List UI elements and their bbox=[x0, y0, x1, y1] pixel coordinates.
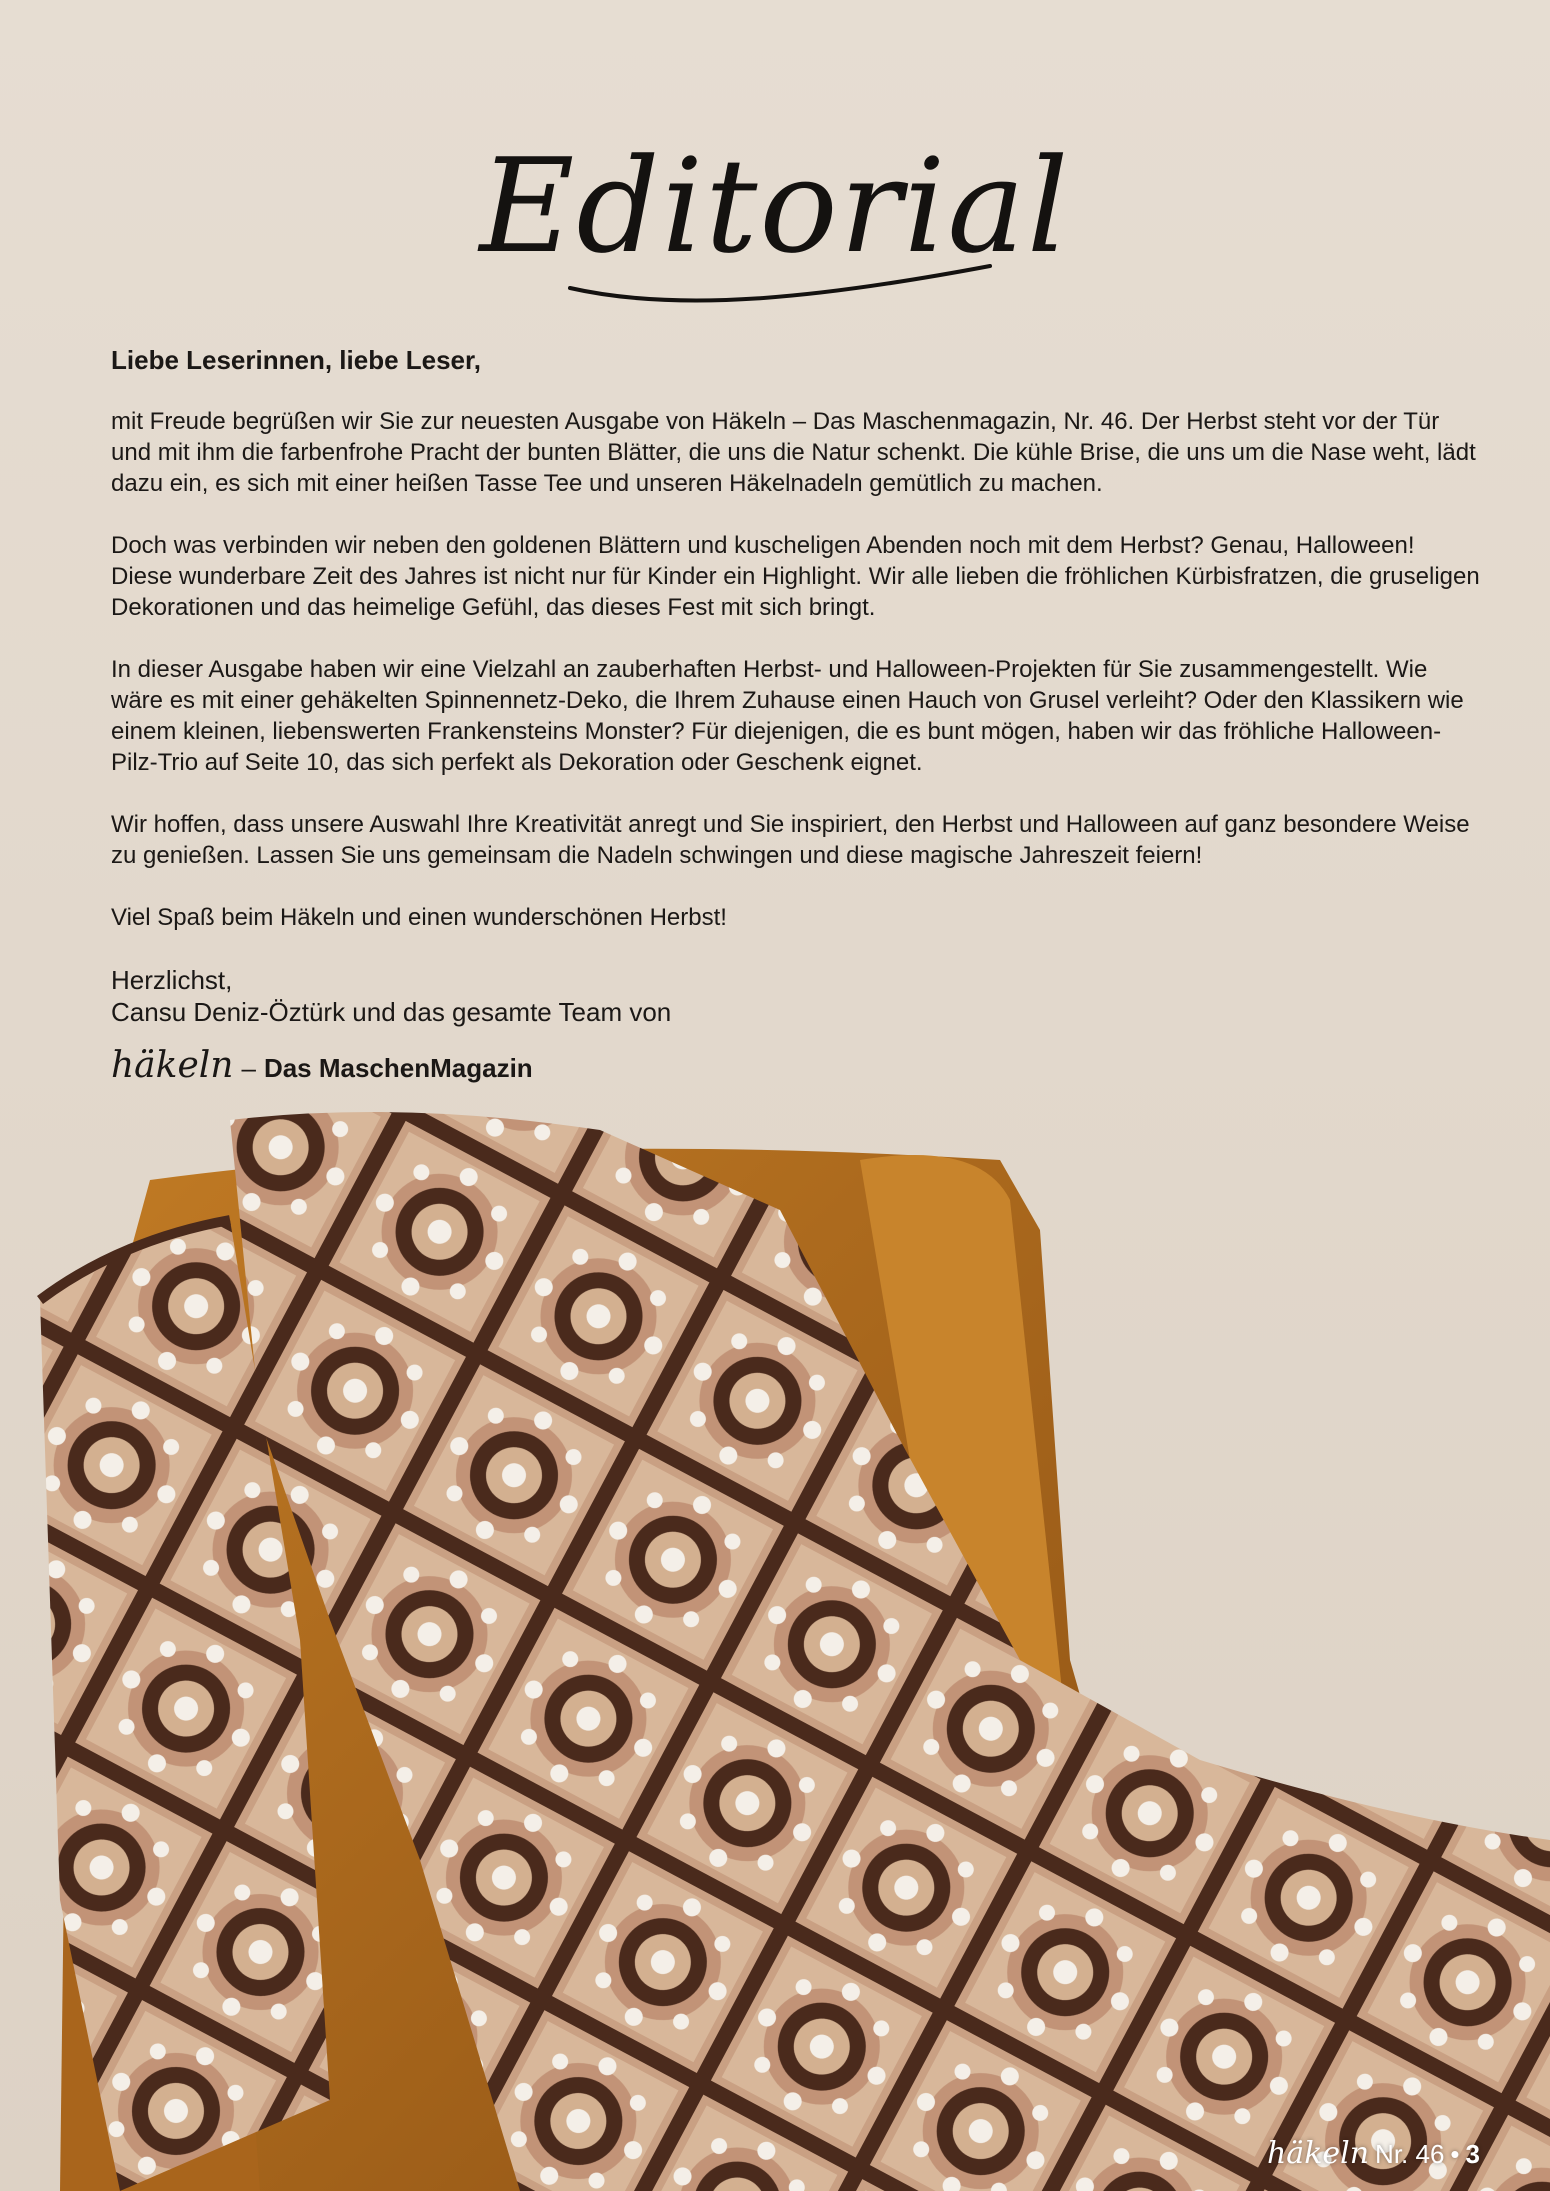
title-swash-decoration bbox=[560, 258, 1000, 308]
paragraph: In dieser Ausgabe haben wir eine Vielzahl an zauberhaften Herbst- und Halloween-Projekten für Sie zusammengestellt. Wie wäre es mit einer gehäkelten Spinnennetz-Deko, die Ihrem Zuhause einen Hauch von Grusel verleiht? Oder den Klassikern wie einem kleinen, liebenswerten Frankensteins Monster? Für diejenigen, die es bunt mögen, haben wir das fröhliche Halloween-Pilz-Trio auf Seite 10, das sich perfekt als Dekoration oder Geschenk eignet. bbox=[111, 656, 1464, 776]
paragraph: Wir hoffen, dass unsere Auswahl Ihre Kreativität anregt und Sie inspiriert, den Herbst und Halloween auf ganz besondere Weise zu genießen. Lassen Sie uns gemeinsam die Nadeln schwingen und diese magische Jahreszeit feiern! bbox=[111, 811, 1470, 869]
paragraph: mit Freude begrüßen wir Sie zur neuesten Ausgabe von Häkeln – Das Maschenmagazin, Nr. 46. Der Herbst steht vor der Tür und mit ihm die farbenfrohe Pracht der bunten Blätter, die uns die Natur schenkt. Die kühle Brise, die uns um die Nase weht, lädt dazu ein, es sich mit einer heißen Tasse Tee und unseren Häkelnadeln gemütlich zu machen. bbox=[111, 408, 1476, 497]
signature bbox=[111, 1045, 1481, 1086]
blanket-chair-photo bbox=[0, 1100, 1550, 2191]
closing-line: Cansu Deniz-Öztürk und das gesamte Team von bbox=[111, 997, 672, 1027]
editorial-body bbox=[111, 345, 1481, 1084]
magazine-name: Das MaschenMagazin bbox=[263, 1053, 533, 1083]
paragraph: Viel Spaß beim Häkeln und einen wunderschönen Herbst! bbox=[111, 904, 727, 931]
page-number: 3 bbox=[1465, 2139, 1480, 2169]
issue-number: Nr. 46 bbox=[1375, 2139, 1445, 2169]
greeting: Liebe Leserinnen, liebe Leser, bbox=[111, 345, 481, 375]
page-title: Editorial bbox=[479, 130, 1071, 282]
page-footer bbox=[1267, 2136, 1480, 2171]
paragraph: Doch was verbinden wir neben den goldenen Blättern und kuscheligen Abenden noch mit dem Herbst? Genau, Halloween! Diese wunderbare Zeit des Jahres ist nicht nur für Kinder ein Highlight. Wir alle lieben die fröhlichen Kürbisfratzen, die gruseligen Dekorationen und das heimelige Gefühl, das dieses Fest mit sich bringt. bbox=[111, 532, 1480, 621]
brand-logo-script: häkeln bbox=[111, 1045, 234, 1086]
signature-dash: – bbox=[241, 1053, 256, 1083]
closing-line: Herzlichst, bbox=[111, 965, 233, 995]
footer-brand: häkeln bbox=[1266, 2136, 1370, 2171]
footer-bullet: • bbox=[1450, 2139, 1460, 2169]
